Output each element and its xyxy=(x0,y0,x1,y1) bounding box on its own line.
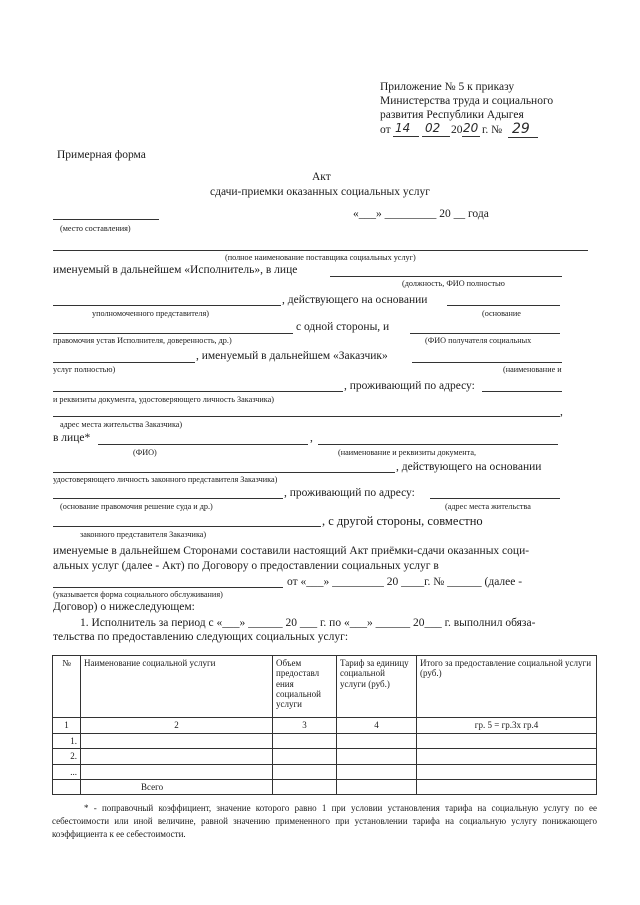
col-number-1: 1 xyxy=(53,718,81,734)
one-side: с одной стороны, и xyxy=(296,321,390,333)
label-provider-name: (полное наименование поставщика социальных услуг) xyxy=(225,253,416,262)
header-order-label: г. № xyxy=(482,124,503,136)
header-date-prefix: от xyxy=(380,124,391,136)
paragraph-line-6: тельства по предоставлению следующих социальных услуг: xyxy=(53,631,349,643)
label-court-basis: (основание правомочия решение суда и др.) xyxy=(60,502,213,511)
label-service-form: (указывается форма социального обслуживания) xyxy=(53,590,223,599)
footnote: * - поправочный коэффициент, значение которого равно 1 при условии установления тарифа на социальную услугу по ее себестоимости или иной величине, равной значению примененного при установлении тарифа на социальную услугу понижающего коэффициента к ее себестоимости. xyxy=(52,803,597,840)
paragraph-line-1: именуемые в дальнейшем Сторонами составили настоящий Акт приёмки-сдачи оказанных соци- xyxy=(53,545,530,557)
th-volume: Объем предоставл ения социальной услуги xyxy=(273,656,337,718)
header-date-month: 02 xyxy=(425,121,441,135)
table-row xyxy=(53,749,597,764)
label-legal-rep-id: удостоверяющего личность законного представителя Заказчика) xyxy=(53,475,278,484)
th-number: № xyxy=(53,656,81,718)
label-authorized-rep: уполномоченного представителя) xyxy=(92,309,209,318)
label-id-docs: и реквизиты документа, удостоверяющего личность Заказчика) xyxy=(53,395,274,404)
table-row xyxy=(53,764,597,779)
date-line: «___» _________ 20 __ года xyxy=(353,208,489,220)
row-index: 1. xyxy=(53,734,81,749)
header-line-2: Министерства труда и социального xyxy=(380,95,554,107)
total-label: Всего xyxy=(81,780,273,795)
label-customer-address: адрес места жительства Заказчика) xyxy=(60,420,183,429)
table-row xyxy=(53,734,597,749)
header-date-year-prefix: 20 xyxy=(451,124,463,136)
header-date-day: 14 xyxy=(395,121,411,135)
col-number-2: 2 xyxy=(81,718,273,734)
label-legal-rep-end: законного представителя Заказчика) xyxy=(80,530,207,539)
label-name-and: (наименование и xyxy=(503,365,562,374)
label-address-of: (адрес места жительства xyxy=(445,502,531,511)
paragraph-line-5: 1. Исполнитель за период с «___» ______ 20 ___ г. по «___» ______ 20___ г. выполнил обяза- xyxy=(80,617,536,629)
label-name-docs: (наименование и реквизиты документа, xyxy=(338,448,477,457)
paragraph-line-3: от «___» _________ 20 ____г. № ______ (далее - xyxy=(287,576,523,588)
acting-basis-2: , действующего на основании xyxy=(396,461,542,473)
other-side: , с другой стороны, совместно xyxy=(322,514,483,528)
title-line-2: сдачи-приемки оказанных социальных услуг xyxy=(210,186,430,198)
label-services-full: услуг полностью) xyxy=(53,365,116,374)
header-order-number: 29 xyxy=(512,121,530,137)
col-number-5: гр. 5 = гр.3х гр.4 xyxy=(417,718,597,734)
label-position-fio: (должность, ФИО полностью xyxy=(402,279,505,288)
in-person: в лице* xyxy=(53,432,91,444)
form-label: Примерная форма xyxy=(57,149,146,161)
row-index: ... xyxy=(53,764,81,779)
label-place: (место составления) xyxy=(60,224,131,233)
header-line-3: развития Республики Адыгея xyxy=(380,109,524,121)
header-line-1: Приложение № 5 к приказу xyxy=(380,81,515,93)
header-date-year: 20 xyxy=(463,121,479,135)
residing-2: , проживающий по адресу: xyxy=(284,487,415,499)
col-number-3: 3 xyxy=(273,718,337,734)
paragraph-line-2: альных услуг (далее - Акт) по Договору о предоставлении социальных услуг в xyxy=(53,560,439,572)
executor-intro: именуемый в дальнейшем «Исполнитель», в лице xyxy=(53,264,298,276)
th-tariff: Тариф за единицу социальной услуги (руб.) xyxy=(337,656,417,718)
paragraph-line-4: Договор) о нижеследующем: xyxy=(53,601,195,613)
customer-intro: , именуемый в дальнейшем «Заказчик» xyxy=(196,350,388,362)
title-line-1: Акт xyxy=(312,171,331,183)
acting-basis: , действующего на основании xyxy=(282,294,428,306)
label-recipient-fio: (ФИО получателя социальных xyxy=(425,336,532,345)
label-basis: (основание xyxy=(482,309,521,318)
th-total: Итого за предоставление социальной услуги (руб.) xyxy=(417,656,597,718)
services-table xyxy=(52,655,597,795)
residing: , проживающий по адресу: xyxy=(344,380,475,392)
col-number-4: 4 xyxy=(337,718,417,734)
row-index: 2. xyxy=(53,749,81,764)
label-authority-docs: правомочия устав Исполнителя, доверенность, др.) xyxy=(53,336,232,345)
th-service-name: Наименование социальной услуги xyxy=(81,656,273,718)
label-fio: (ФИО) xyxy=(133,448,157,457)
table-row-total xyxy=(53,780,597,795)
